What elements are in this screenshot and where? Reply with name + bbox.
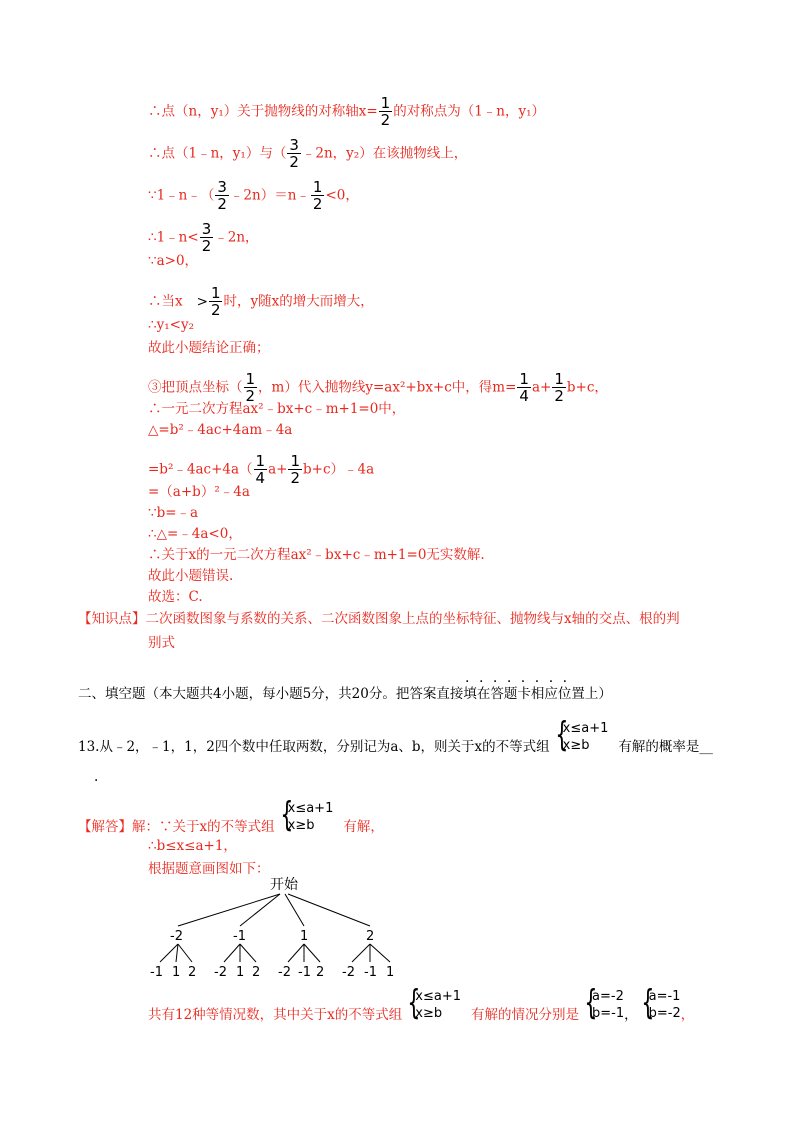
tree-diagram <box>140 872 440 982</box>
emphasis-dots: ........ <box>465 670 577 686</box>
inequality-system: { x≤a+1 x≥b <box>279 800 334 834</box>
solution-line-15: ∴△=﹣4a<0， <box>148 526 242 542</box>
tree-node-l1: -2 <box>170 929 183 944</box>
tree-node-l2: 1 <box>386 965 395 980</box>
tree-node-l2: 1 <box>172 965 181 980</box>
answer-line-3: 根据题意画图如下： <box>148 861 270 877</box>
tree-node-l2: -2 <box>278 965 291 980</box>
tree-node-l2: 2 <box>188 965 197 980</box>
tree-node-l2: -1 <box>364 965 377 980</box>
solution-line-17: 故此小题错误. <box>148 568 234 584</box>
tree-node-l2: 1 <box>236 965 245 980</box>
fraction-three-halves: $\frac{3}{2}$ <box>217 178 227 213</box>
solution-line-1: ∴点（n，y₁）关于抛物线的对称轴x= $\frac{1}{2}$ 的对称点为（1﹣n，y₁） <box>148 94 546 129</box>
tree-node-l2: -1 <box>298 965 311 980</box>
fraction-three-halves: $\frac{3}{2}$ <box>201 220 212 255</box>
solution-line-14: ∵b=﹣a <box>148 505 199 521</box>
fraction-one-half: $\frac{1}{2}$ <box>554 370 564 405</box>
solution-line-8: 故此小题结论正确； <box>148 340 270 356</box>
solution-line-3: ∵1﹣n﹣（ $\frac{3}{2}$ ﹣2n）＝n﹣ $\frac{1}{2}$ <0， <box>148 178 359 213</box>
fraction-one-half: $\frac{1}{2}$ <box>312 178 323 213</box>
tree-edges <box>160 894 390 962</box>
solution-line-10: ∴一元二次方程ax²﹣bx+c﹣m+1=0中， <box>148 401 406 417</box>
tree-node-l1: 2 <box>366 929 375 944</box>
tree-root: 开始 <box>270 877 298 893</box>
tree-node-l1: -1 <box>233 929 246 944</box>
solution-line-6: ∴当x > $\frac{1}{2}$ 时，y随x的增大而增大， <box>148 284 374 319</box>
fraction-three-halves: $\frac{3}{2}$ <box>289 136 299 171</box>
fraction-one-quarter: $\frac{1}{4}$ <box>519 370 529 405</box>
solution-line-5: ∵a>0， <box>148 253 199 269</box>
section-title: 二、填空题（本大题共4小题，每小题5分，共20分。把答案直接填在答题卡相应位置上） <box>78 686 612 702</box>
fraction-one-half: $\frac{1}{2}$ <box>380 94 391 129</box>
fraction-one-half: $\frac{1}{2}$ <box>210 284 221 319</box>
case-system: { a=-1 b=-2 <box>640 988 681 1022</box>
case-system: { a=-2 b=-1 <box>583 988 624 1022</box>
solution-line-12: =b²﹣4ac+4a（ $\frac{1}{4}$ a+ $\frac{1}{2}$ b+c）﹣4a <box>148 452 375 487</box>
solution-line-7: ∴y₁<y₂ <box>148 317 194 333</box>
fraction-one-half: $\frac{1}{2}$ <box>245 370 256 405</box>
knowledge-tag: 【知识点】 <box>78 611 146 627</box>
solution-line-4: ∴1﹣n< $\frac{3}{2}$ ﹣2n， <box>148 220 259 255</box>
tree-node-l2: -2 <box>342 965 355 980</box>
answer-line-1: 【解答】解：∵关于x的不等式组 { x≤a+1 x≥b 有解， <box>78 800 384 834</box>
solution-line-18: 故选：C. <box>148 589 203 605</box>
inequality-system: { x≤a+1 x≥b <box>406 988 461 1022</box>
solution-line-9: ③把顶点坐标（ $\frac{1}{2}$ ，m）代入抛物线y=ax²+bx+c中，得m= $\frac{1}{4}$ a+ $\frac{1}{2}$ b+c， <box>148 370 608 405</box>
answer-line-4: 共有12种等情况数，其中关于x的不等式组 { x≤a+1 x≥b 有解的情况分别是 { a=-2 b=-1 ， { a=-1 b=-2 ， <box>148 988 694 1022</box>
tree-node-l2: -2 <box>214 965 227 980</box>
tree-node-l1: 1 <box>300 929 309 944</box>
tree-node-l2: 2 <box>252 965 261 980</box>
solution-line-2: ∴点（1﹣n，y₁）与（ $\frac{3}{2}$ ﹣2n，y₂）在该抛物线上， <box>148 136 468 171</box>
answer-tag: 【解答】 <box>78 818 132 835</box>
tree-node-l2: 2 <box>316 965 325 980</box>
fraction-one-half: $\frac{1}{2}$ <box>290 452 300 487</box>
knowledge-point: 【知识点】二次函数图象与系数的关系、二次函数图象上点的坐标特征、抛物线与x轴的交点、根的判 <box>78 611 680 627</box>
tree-node-l2: -1 <box>150 965 163 980</box>
question-13-cont: . <box>94 769 99 785</box>
fraction-one-quarter: $\frac{1}{4}$ <box>255 452 266 487</box>
knowledge-point-cont: 别式 <box>148 635 175 651</box>
solution-line-16: ∴关于x的一元二次方程ax²﹣bx+c﹣m+1=0无实数解. <box>148 547 485 563</box>
solution-line-13: =（a+b）²﹣4a <box>148 484 250 500</box>
solution-line-11: △=b²﹣4ac+4am﹣4a <box>148 422 293 438</box>
question-13: 13.从﹣2，﹣1，1，2四个数中任取两数，分别记为a、b，则关于x的不等式组 { x≤a+1 x≥b 有解的概率是__ <box>78 720 713 754</box>
inequality-system: { x≤a+1 x≥b <box>554 720 609 754</box>
answer-line-2: ∴b≤x≤a+1， <box>148 838 237 854</box>
